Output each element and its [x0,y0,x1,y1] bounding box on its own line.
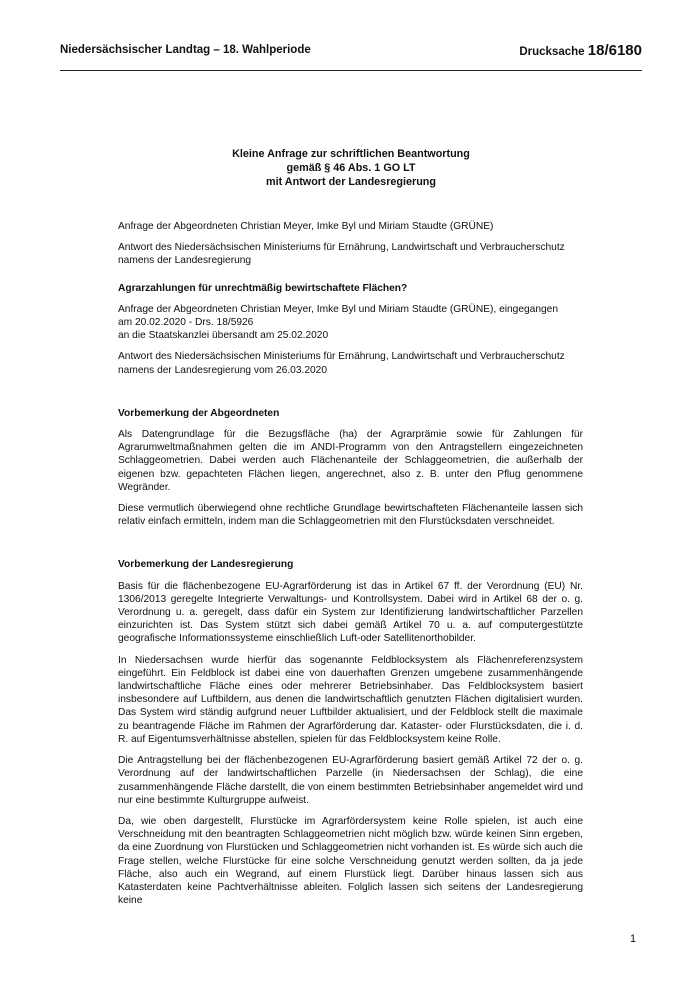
drucksache-label: Drucksache [519,46,585,58]
subject-antwort: Antwort des Niedersächsischen Ministeriums für Ernährung, Landwirtschaft und Verbraucherschutz namens der Landesregierung vom 26.03.2020 [118,351,565,376]
drucksache-number: 18/6180 [587,42,642,59]
page-number: 1 [630,933,637,945]
subject-anfrage-line-1: Anfrage der Abgeordneten Christian Meyer, Imke Byl und Miriam Staudte (GRÜNE), eingegangen [118,303,558,315]
subject-anfrage-line-3: an die Staatskanzlei übersandt am 25.02.2020 [118,330,329,342]
title-line-1: Kleine Anfrage zur schriftlichen Beantwortung [232,148,470,160]
landesregierung-heading: Vorbemerkung der Landesregierung [118,559,294,571]
subject-anfrage [118,303,583,343]
subject-heading: Agrarzahlungen für unrechtmäßig bewirtschaftete Flächen? [118,282,408,294]
landesregierung-paragraph-3: Die Antragstellung bei der flächenbezogenen EU-Agrarförderung basiert gemäß Artikel 72 der o. g. Verordnung auf der landwirtschaftlichen Parzelle (in Niedersachsen der Schlag), die eine zusammenhängende Fläche darstellt, die von einem bestimmten Betriebsinhaber angemeldet wird und nur eine bestimmte Kulturgruppe aufweist. [118,755,583,806]
intro-antwort: Antwort des Niedersächsischen Ministeriums für Ernährung, Landwirtschaft und Verbraucherschutz namens der Landesregierung [118,242,565,267]
document-body [118,220,583,907]
abgeordnete-paragraph-1: Als Datengrundlage für die Bezugsfläche (ha) der Agrarprämie sowie für Zahlungen für Agrarumweltmaßnahmen gelten die im ANDI-Programm von den Antragstellern eingezeichneten Schlaggeometrien. Dabei werden auch Flächenanteile der Schlaggeometrien, die außerhalb der eigenen bzw. gepachteten Flächen liegen, angerechnet, also z. B. unter den Pflug genommene Wegränder. [118,429,583,493]
header-divider [60,70,642,71]
intro-anfrage: Anfrage der Abgeordneten Christian Meyer, Imke Byl und Miriam Staudte (GRÜNE) [118,221,494,232]
page-header [60,44,642,60]
landesregierung-paragraph-4: Da, wie oben dargestellt, Flurstücke im Agrarfördersystem keine Rolle spielen, ist auch eine Verschneidung mit den beantragten Schlaggeometrien nicht möglich bzw. würde keinen Sinn ergeben, da eine Zuordnung von Flurstücken und Schlaggeometrien nicht vorhanden ist. Es würde sich auch die Frage stellen, welche Flurstücke für eine solche Verschneidung genutzt werden sollten, da ja jede Fläche, also auch ein Wegrand, auf einem Flurstück liegt. Darüber hinaus lassen sich aus Katasterdaten keine Pachtverhältnisse ableiten. Folglich lassen sich seitens der Landesregierung keine [118,815,583,907]
title-line-2: gemäß § 46 Abs. 1 GO LT [286,162,416,174]
document-number [519,42,642,59]
abgeordnete-heading: Vorbemerkung der Abgeordneten [118,407,280,419]
landesregierung-paragraph-1: Basis für die flächenbezogene EU-Agrarförderung ist das in Artikel 67 ff. der Verordnung (EU) Nr. 1306/2013 geregelte Integrierte Verwaltungs- und Kontrollsystem. Dabei wird in Artikel 68 der o. g. Verordnung u. a. geregelt, dass dafür ein System zur Identifizierung landwirtschaftlicher Parzellen einzurichten ist. Das System stützt sich dabei gemäß Artikel 70 u. a. auf computergestützte geografische Informationssysteme einschließlich Luft-oder Satellitenorthobilder. [118,580,583,645]
parliament-label: Niedersächsischer Landtag – 18. Wahlperiode [60,44,311,56]
title-line-3: mit Antwort der Landesregierung [266,176,436,188]
landesregierung-paragraph-2: In Niedersachsen wurde hierfür das sogenannte Feldblocksystem als Flächenreferenzsystem eingeführt. Ein Feldblock ist dabei eine von dauerhaften Grenzen umgebene zusammenhängende landwirtschaftliche Fläche eines oder mehrerer Betriebsinhaber. Das Feldblocksystem basiert insbesondere auf Luftbildern, aus denen die landwirtschaftlich genutzten Flächen digitalisiert wurden. Das System wird ständig aufgrund neuer Luftbilder aktualisiert, und der Feldblock stellt die maximale zu beantragende Fläche im Rahmen der Agrarförderung dar. Kataster- oder Flurstücksdaten, die i. d. R. auf Eigentumsverhältnisse abstellen, spielen für das Feldblocksystem keine Rolle. [118,654,583,745]
document-title [60,147,642,189]
abgeordnete-paragraph-2: Diese vermutlich überwiegend ohne rechtliche Grundlage bewirtschafteten Flächenanteile lassen sich relativ einfach ermitteln, indem man die Schlaggeometrien mit den Flurstücksdaten verschneidet. [118,503,583,528]
subject-anfrage-line-2: am 20.02.2020 - Drs. 18/5926 [118,317,254,329]
